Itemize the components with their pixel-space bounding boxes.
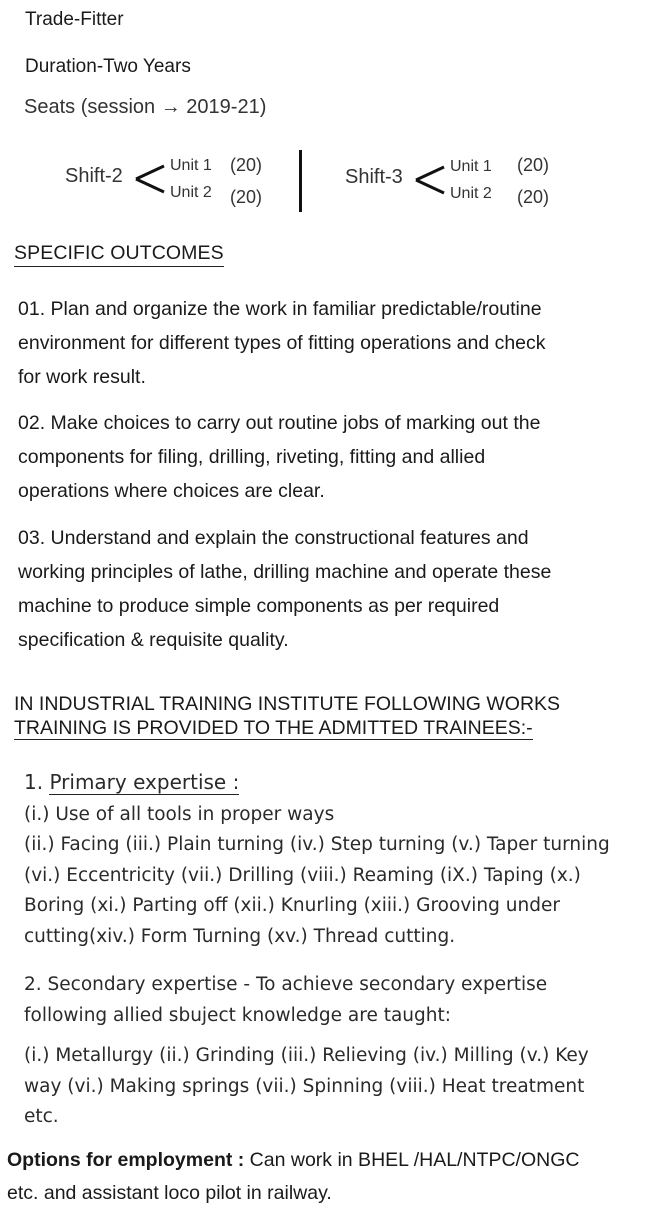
primary-title: Primary expertise : (49, 770, 240, 794)
bracket-icon (134, 163, 170, 195)
outcome-line: 01. Plan and organize the work in familiar predictable/routine (18, 298, 542, 320)
outcome-line: working principles of lathe, drilling machine and operate these (18, 561, 552, 583)
outcome-line: for work result. (18, 366, 146, 388)
training-heading-line-1: IN INDUSTRIAL TRAINING INSTITUTE FOLLOWING WORKS (14, 693, 561, 715)
secondary-line: etc. (24, 1106, 59, 1127)
seats-years: 2019-21) (186, 96, 267, 118)
shift-2-unit-1: Unit 1 (170, 157, 212, 174)
shift-2-unit-2-count: (20) (230, 187, 263, 207)
outcome-line: operations where choices are clear. (18, 480, 325, 502)
outcome-line: specification & requisite quality. (18, 629, 289, 651)
bracket-icon (414, 164, 450, 196)
shift-2-unit-1-count: (20) (230, 155, 263, 175)
outcome-2 (18, 406, 643, 508)
shift-3-unit-2-count: (20) (517, 187, 550, 207)
primary-line: (i.) Use of all tools in proper ways (24, 803, 335, 825)
employment-text: Can work in BHEL /HAL/NTPC/ONGC (244, 1149, 580, 1171)
primary-line: cutting(xiv.) Form Turning (xv.) Thread cutting. (24, 925, 456, 947)
primary-line: (ii.) Facing (iii.) Plain turning (iv.) Step turning (v.) Taper turning (24, 834, 610, 855)
primary-number: 1. (24, 770, 50, 794)
secondary-expertise (24, 970, 634, 1133)
secondary-line: way (vi.) Making springs (vii.) Spinning (viii.) Heat treatment (24, 1075, 585, 1097)
shift-3-unit-1: Unit 1 (450, 158, 492, 175)
training-heading-line-2: TRAINING IS PROVIDED TO THE ADMITTED TRAINEES:- (14, 717, 533, 739)
shift-2-unit-2: Unit 2 (170, 184, 212, 201)
outcomes-heading: SPECIFIC OUTCOMES (14, 242, 224, 267)
outcome-line: 02. Make choices to carry out routine jobs of marking out the (18, 412, 541, 434)
primary-line: Boring (xi.) Parting off (xii.) Knurling (xiii.) Grooving under (24, 895, 560, 916)
secondary-line: (i.) Metallurgy (ii.) Grinding (iii.) Relieving (iv.) Milling (v.) Key (24, 1045, 589, 1066)
primary-line: (vi.) Eccentricity (vii.) Drilling (viii.) Reaming (iX.) Taping (x.) (24, 864, 581, 886)
shift-3-label: Shift-3 (345, 166, 403, 188)
outcome-line: components for filing, drilling, riveting, fitting and allied (18, 446, 486, 468)
employment-label: Options for employment : (7, 1149, 245, 1171)
outcome-3 (18, 521, 643, 657)
seats-text (24, 96, 266, 119)
duration-text: Duration-Two Years (25, 56, 191, 77)
employment-section (7, 1144, 647, 1210)
employment-text: etc. and assistant loco pilot in railway. (7, 1182, 332, 1204)
seats-arrow: → (160, 96, 181, 118)
outcome-1 (18, 292, 643, 394)
primary-expertise (24, 767, 634, 952)
secondary-intro: following allied sbuject knowledge are taught: (24, 1004, 451, 1026)
training-heading (14, 692, 614, 740)
outcome-line: 03. Understand and explain the constructional features and (18, 527, 529, 549)
trade-title: Trade-Fitter (25, 9, 124, 30)
shift-2-label: Shift-2 (65, 165, 123, 187)
shift-3-unit-2: Unit 2 (450, 185, 492, 202)
seats-label: Seats (session (24, 96, 156, 118)
shift-divider (299, 150, 302, 212)
secondary-intro: 2. Secondary expertise - To achieve secondary expertise (24, 974, 548, 995)
outcome-line: environment for different types of fitting operations and check (18, 332, 546, 354)
shift-3-unit-1-count: (20) (517, 155, 550, 175)
outcome-line: machine to produce simple components as per required (18, 595, 500, 617)
